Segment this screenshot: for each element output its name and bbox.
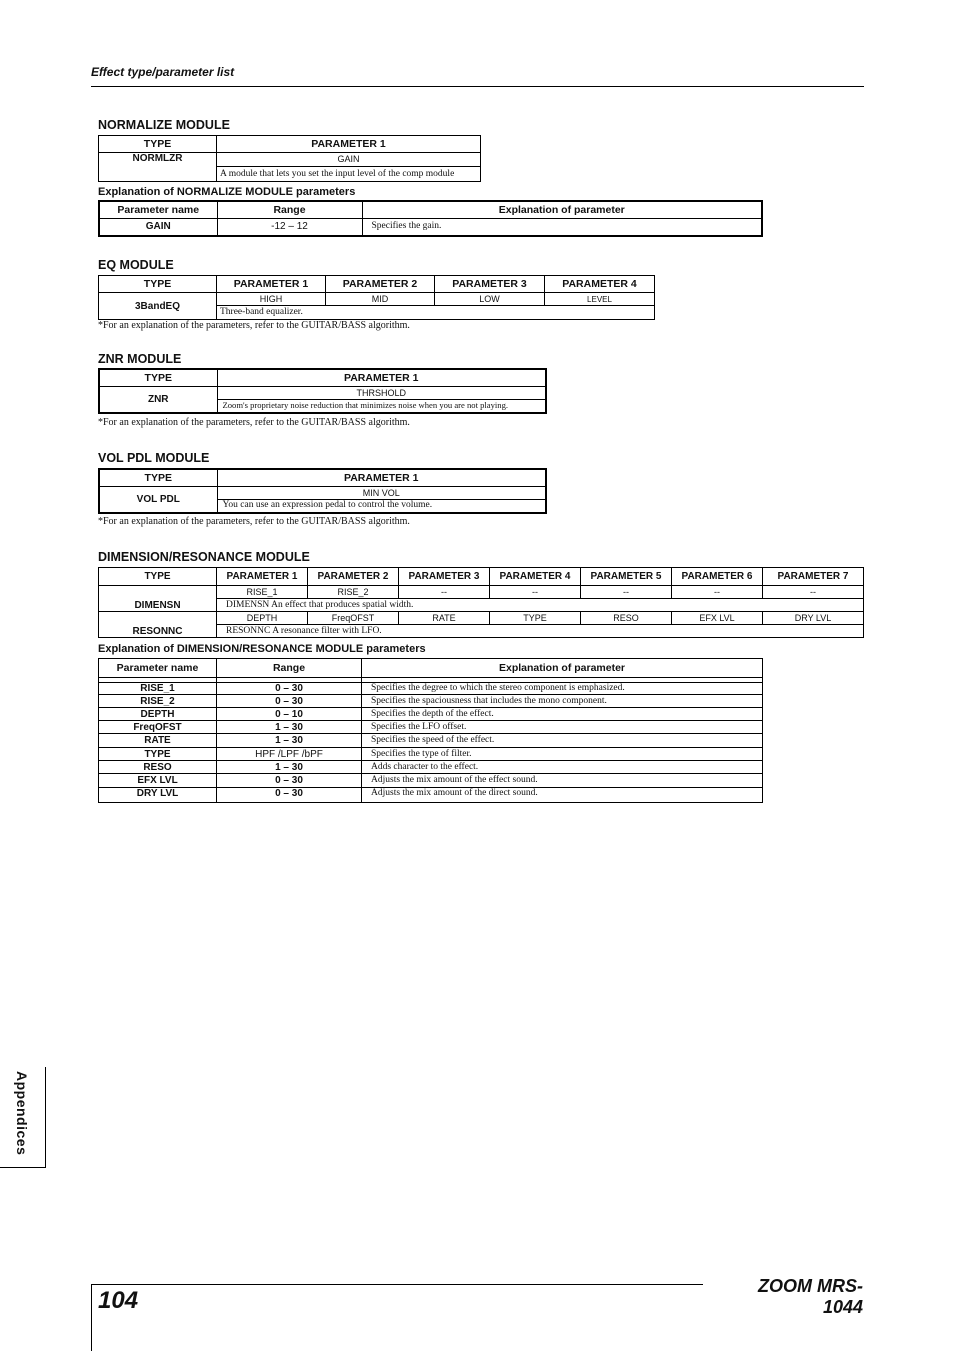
- explanation-cell: Adjusts the mix amount of the direct sound.: [362, 788, 763, 803]
- dimension-module-title: DIMENSION/RESONANCE MODULE: [98, 550, 310, 564]
- range-cell: 0 – 30: [217, 695, 362, 708]
- param-cell: --: [581, 586, 672, 599]
- column-header: PARAMETER 7: [763, 568, 864, 586]
- param-name-cell: TYPE: [99, 748, 217, 761]
- column-header: PARAMETER 1: [217, 276, 326, 293]
- param-name-cell: FreqOFST: [99, 721, 217, 734]
- param-cell: --: [672, 586, 763, 599]
- column-header: PARAMETER 4: [490, 568, 581, 586]
- appendices-tab-label: Appendices: [14, 1071, 30, 1156]
- param-cell: LEVEL: [545, 293, 655, 306]
- column-header: PARAMETER 4: [545, 276, 655, 293]
- range-cell: 0 – 30: [217, 774, 362, 788]
- param-cell: MID: [326, 293, 435, 306]
- description-cell: You can use an expression pedal to control the volume.: [217, 500, 546, 513]
- range-cell: 0 – 30: [217, 788, 362, 803]
- dimension-expl-title: Explanation of DIMENSION/RESONANCE MODULE parameters: [98, 643, 426, 655]
- range-cell: 0 – 10: [217, 708, 362, 721]
- column-header: Range: [217, 659, 362, 678]
- param-name-cell: RISE_1: [99, 683, 217, 695]
- param-name-cell: EFX LVL: [99, 774, 217, 788]
- range-cell: HPF /LPF /bPF: [217, 748, 362, 761]
- footer-vertical-rule: [91, 1284, 92, 1351]
- description-cell: Three-band equalizer.: [217, 306, 655, 320]
- normalize-type-table: [98, 135, 481, 182]
- normalize-expl-title: Explanation of NORMALIZE MODULE parameters: [98, 186, 356, 198]
- column-header: PARAMETER 3: [399, 568, 490, 586]
- header-rule: [91, 86, 864, 87]
- range-cell: 1 – 30: [217, 734, 362, 748]
- param-cell: RISE_2: [308, 586, 399, 599]
- znr-module-title: ZNR MODULE: [98, 352, 182, 366]
- column-header: Parameter name: [99, 201, 217, 219]
- explanation-cell: Specifies the gain.: [362, 219, 762, 236]
- param-cell: RESO: [581, 612, 672, 625]
- type-cell: NORMLZR: [99, 153, 217, 182]
- eq-footnote: *For an explanation of the parameters, refer to the GUITAR/BASS algorithm.: [98, 320, 410, 331]
- param-name-cell: RATE: [99, 734, 217, 748]
- explanation-cell: Adds character to the effect.: [362, 761, 763, 774]
- explanation-cell: Specifies the speed of the effect.: [362, 734, 763, 748]
- column-header: PARAMETER 1: [217, 136, 481, 153]
- column-header: PARAMETER 1: [217, 568, 308, 586]
- type-cell: VOL PDL: [99, 487, 217, 513]
- param-name-cell: RISE_2: [99, 695, 217, 708]
- type-cell: DIMENSN: [99, 586, 217, 612]
- explanation-cell: Specifies the spaciousness that includes the mono component.: [362, 695, 763, 708]
- type-cell: RESONNC: [99, 612, 217, 638]
- range-cell: 1 – 30: [217, 721, 362, 734]
- column-header: Explanation of parameter: [362, 201, 762, 219]
- column-header: Parameter name: [99, 659, 217, 678]
- param-cell: FreqOFST: [308, 612, 399, 625]
- page-header-title: Effect type/parameter list: [91, 65, 235, 79]
- param-cell: DRY LVL: [763, 612, 864, 625]
- column-header: PARAMETER 1: [217, 469, 546, 487]
- explanation-cell: Specifies the depth of the effect.: [362, 708, 763, 721]
- param-cell: RATE: [399, 612, 490, 625]
- column-header: PARAMETER 2: [308, 568, 399, 586]
- param-cell: EFX LVL: [672, 612, 763, 625]
- volpdl-footnote: *For an explanation of the parameters, refer to the GUITAR/BASS algorithm.: [98, 516, 410, 527]
- column-header: TYPE: [99, 469, 217, 487]
- normalize-module-title: NORMALIZE MODULE: [98, 118, 230, 132]
- param-cell: DEPTH: [217, 612, 308, 625]
- column-header: Explanation of parameter: [362, 659, 763, 678]
- range-cell: -12 – 12: [217, 219, 362, 236]
- type-cell: 3BandEQ: [99, 293, 217, 320]
- param-cell: THRSHOLD: [217, 387, 546, 400]
- description-cell: A module that lets you set the input level of the comp module: [217, 167, 481, 182]
- param-cell: HIGH: [217, 293, 326, 306]
- param-cell: --: [399, 586, 490, 599]
- explanation-cell: Specifies the LFO offset.: [362, 721, 763, 734]
- product-name: ZOOM MRS-1044: [758, 1276, 863, 1317]
- type-cell: ZNR: [99, 387, 217, 413]
- description-cell: RESONNC A resonance filter with LFO.: [217, 625, 864, 638]
- column-header: Range: [217, 201, 362, 219]
- param-cell: LOW: [435, 293, 545, 306]
- eq-module-title: EQ MODULE: [98, 258, 174, 272]
- param-name-cell: DRY LVL: [99, 788, 217, 803]
- param-cell: TYPE: [490, 612, 581, 625]
- column-header: TYPE: [99, 276, 217, 293]
- range-cell: 1 – 30: [217, 761, 362, 774]
- column-header: TYPE: [99, 568, 217, 586]
- explanation-cell: Specifies the type of filter.: [362, 748, 763, 761]
- range-cell: 0 – 30: [217, 683, 362, 695]
- param-cell: --: [763, 586, 864, 599]
- column-header: TYPE: [99, 369, 217, 387]
- param-cell: RISE_1: [217, 586, 308, 599]
- normalize-expl-table: [98, 200, 763, 237]
- volpdl-type-table: [98, 468, 547, 514]
- param-cell: --: [490, 586, 581, 599]
- page-number: 104: [98, 1287, 139, 1314]
- column-header: PARAMETER 5: [581, 568, 672, 586]
- footer-rule: [91, 1284, 703, 1285]
- znr-type-table: [98, 368, 547, 414]
- column-header: PARAMETER 1: [217, 369, 546, 387]
- description-cell: Zoom's proprietary noise reduction that minimizes noise when you are not playing.: [217, 400, 546, 413]
- znr-footnote: *For an explanation of the parameters, refer to the GUITAR/BASS algorithm.: [98, 417, 410, 428]
- explanation-cell: Adjusts the mix amount of the effect sound.: [362, 774, 763, 788]
- param-name-cell: DEPTH: [99, 708, 217, 721]
- param-cell: MIN VOL: [217, 487, 546, 500]
- param-name-cell: RESO: [99, 761, 217, 774]
- dimension-expl-table: [98, 658, 763, 803]
- dimension-type-table: [98, 567, 864, 638]
- column-header: PARAMETER 6: [672, 568, 763, 586]
- param-cell: GAIN: [217, 153, 481, 167]
- column-header: PARAMETER 3: [435, 276, 545, 293]
- explanation-cell: Specifies the degree to which the stereo component is emphasized.: [362, 683, 763, 695]
- eq-type-table: [98, 275, 655, 320]
- param-name-cell: GAIN: [99, 219, 217, 236]
- column-header: TYPE: [99, 136, 217, 153]
- column-header: PARAMETER 2: [326, 276, 435, 293]
- volpdl-module-title: VOL PDL MODULE: [98, 451, 210, 465]
- description-cell: DIMENSN An effect that produces spatial width.: [217, 599, 864, 612]
